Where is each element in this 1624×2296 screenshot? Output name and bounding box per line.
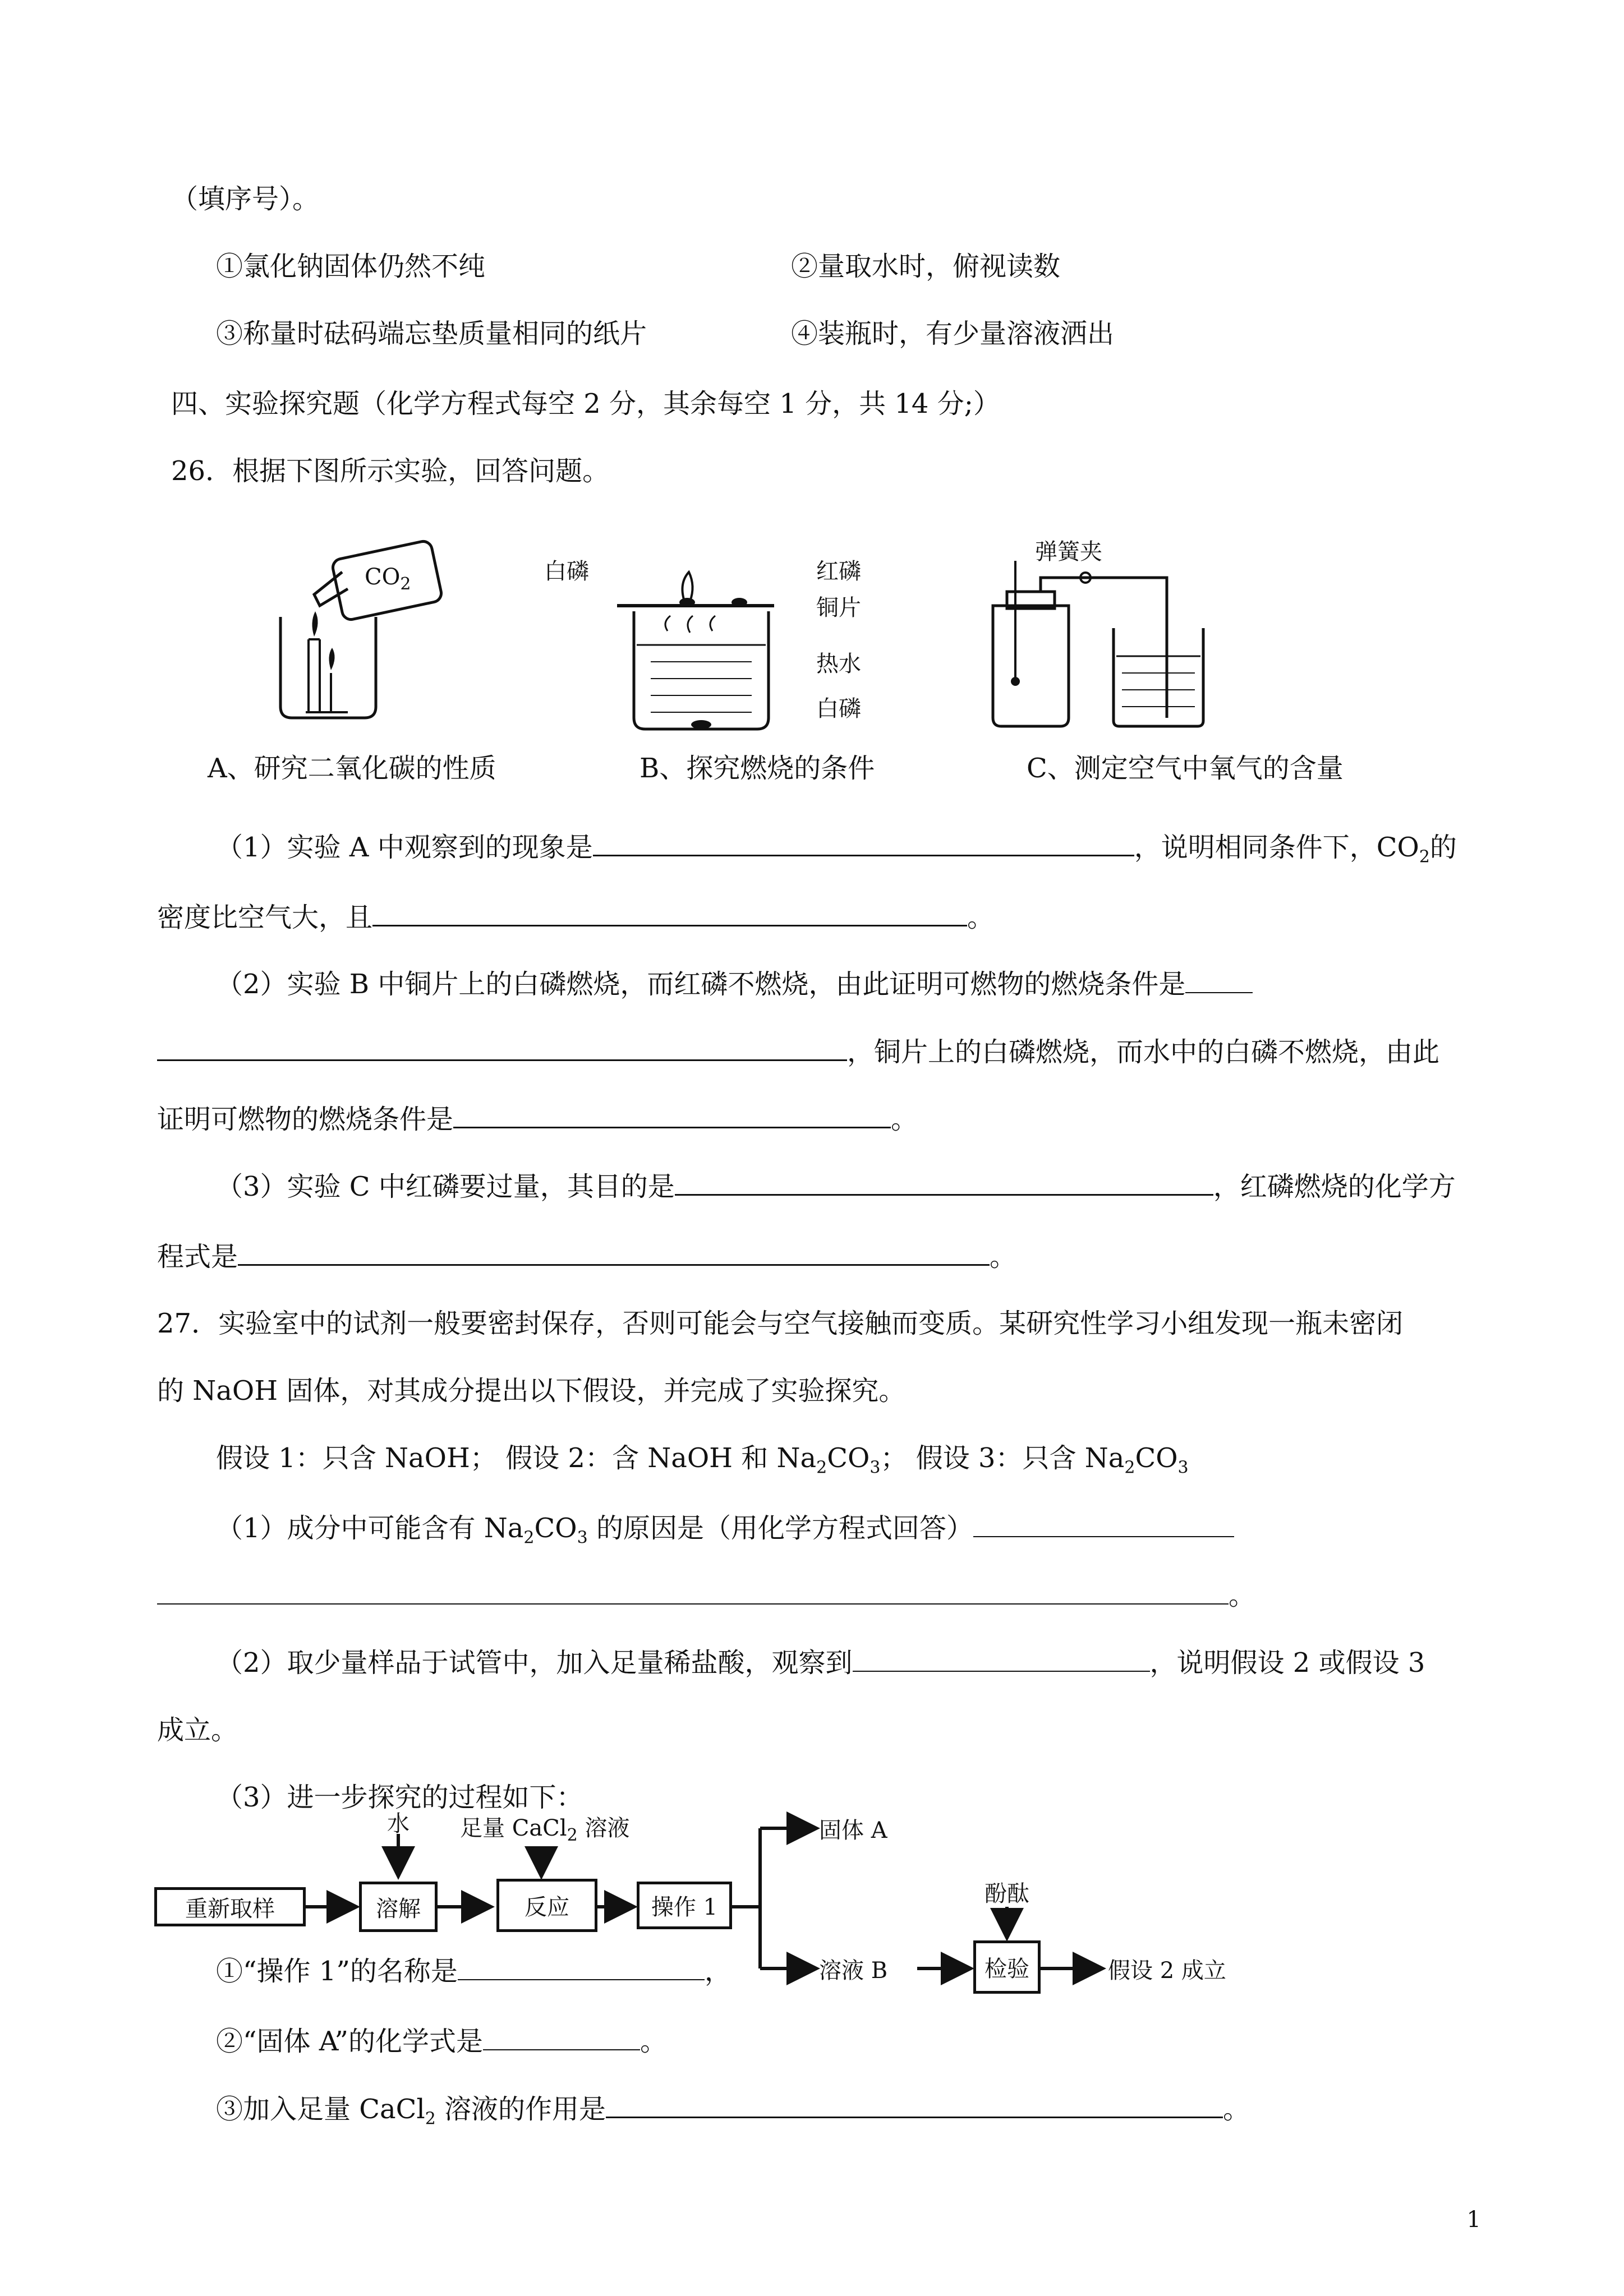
flow-test-box: 检验: [973, 1940, 1041, 1994]
figure-b-copper-label: 铜片: [816, 595, 861, 621]
q27-stem-line1: 27．实验室中的试剂一般要密封保存，否则可能会与空气接触而变质。某研究性学习小组发现一瓶未密闭: [157, 1308, 1404, 1339]
option-3: ③称量时砝码端忘垫质量相同的纸片: [216, 318, 647, 349]
figure-b-red-p-label: 红磷: [816, 559, 861, 584]
q26-3-line2: 程式是 。: [157, 1239, 1016, 1274]
flow-resample-box: 重新取样: [154, 1887, 306, 1926]
q27-hypotheses: 假设 1：只含 NaOH； 假设 2：含 NaOH 和 $Na_2CO_3$； 假设 3：只含 $Na_2CO_3$: [216, 1442, 1189, 1478]
flow-water-label: 水: [387, 1811, 410, 1837]
flow-solid-a-label: 固体 A: [819, 1818, 887, 1843]
q26-2-line2: ，铜片上的白磷燃烧，而水中的白磷不燃烧，由此: [157, 1035, 1439, 1069]
fill-hint: （填序号）。: [171, 183, 320, 215]
figure-a-gas-label: $CO_2$: [365, 564, 411, 594]
flow-reagent-label: 足量 CaCl$_2$ 溶液: [460, 1815, 630, 1845]
q27-2-line1: （2）取少量样品于试管中，加入足量稀盐酸，观察到 ，说明假设 2 或假设 3: [216, 1647, 1425, 1679]
flow-op1-box: 操作 1: [637, 1882, 732, 1929]
figure-b-white-p-label: 白磷: [544, 559, 589, 584]
figure-a-caption: A、研究二氧化碳的性质: [208, 753, 496, 784]
option-2: ②量取水时，俯视读数: [791, 251, 1061, 282]
q26-stem: 26．根据下图所示实验，回答问题。: [171, 455, 610, 487]
q27-3-3: ③加入足量 CaCl$_2$ 溶液的作用是 。: [216, 2092, 1250, 2126]
q27-stem-line2: 的 NaOH 固体，对其成分提出以下假设，并完成了实验探究。: [157, 1375, 906, 1407]
q26-1-line1: （1）实验 A 中观察到的现象是 ，说明相同条件下，$CO_2$的: [216, 830, 1457, 864]
q27-3-2: ②“固体 A”的化学式是 。: [216, 2026, 667, 2057]
page-number: 1: [1466, 2207, 1481, 2233]
flow-solution-b-label: 溶液 B: [819, 1958, 888, 1984]
q26-2-line3: 证明可燃物的燃烧条件是 。: [157, 1102, 918, 1136]
flow-result-label: 假设 2 成立: [1108, 1958, 1226, 1984]
flow-react-box: 反应: [496, 1879, 597, 1932]
figure-b-caption: B、探究燃烧的条件: [640, 753, 875, 784]
figure-b-white-p2-label: 白磷: [816, 696, 861, 722]
section-title: 四、实验探究题（化学方程式每空 2 分，其余每空 1 分，共 14 分;）: [171, 388, 1000, 419]
figure-c-clamp-label: 弹簧夹: [1035, 539, 1102, 565]
figure-c-caption: C、测定空气中氧气的含量: [1027, 753, 1344, 784]
figure-b-hot-water-label: 热水: [816, 651, 861, 677]
q27-3-1: ①“操作 1”的名称是 ，: [216, 1956, 732, 1987]
q26-2-line1: （2）实验 B 中铜片上的白磷燃烧，而红磷不燃烧，由此证明可燃物的燃烧条件是: [216, 967, 1253, 1001]
option-1: ①氯化钠固体仍然不纯: [216, 251, 486, 282]
option-4: ④装瓶时，有少量溶液洒出: [791, 318, 1115, 349]
flow-phenolphthalein-label: 酚酞: [984, 1881, 1029, 1907]
q27-1-line2: 。: [157, 1579, 1255, 1612]
q26-1-line2: 密度比空气大，且 。: [157, 900, 994, 934]
q27-2-line2: 成立。: [157, 1714, 238, 1746]
q27-3-intro: （3）进一步探究的过程如下：: [216, 1782, 583, 1813]
q27-1-line1: （1）成分中可能含有 $Na_2CO_3$ 的原因是（用化学方程式回答）: [216, 1511, 1234, 1545]
q26-3-line1: （3）实验 C 中红磷要过量，其目的是 ，红磷燃烧的化学方: [216, 1169, 1456, 1204]
flow-dissolve-box: 溶解: [359, 1882, 438, 1932]
